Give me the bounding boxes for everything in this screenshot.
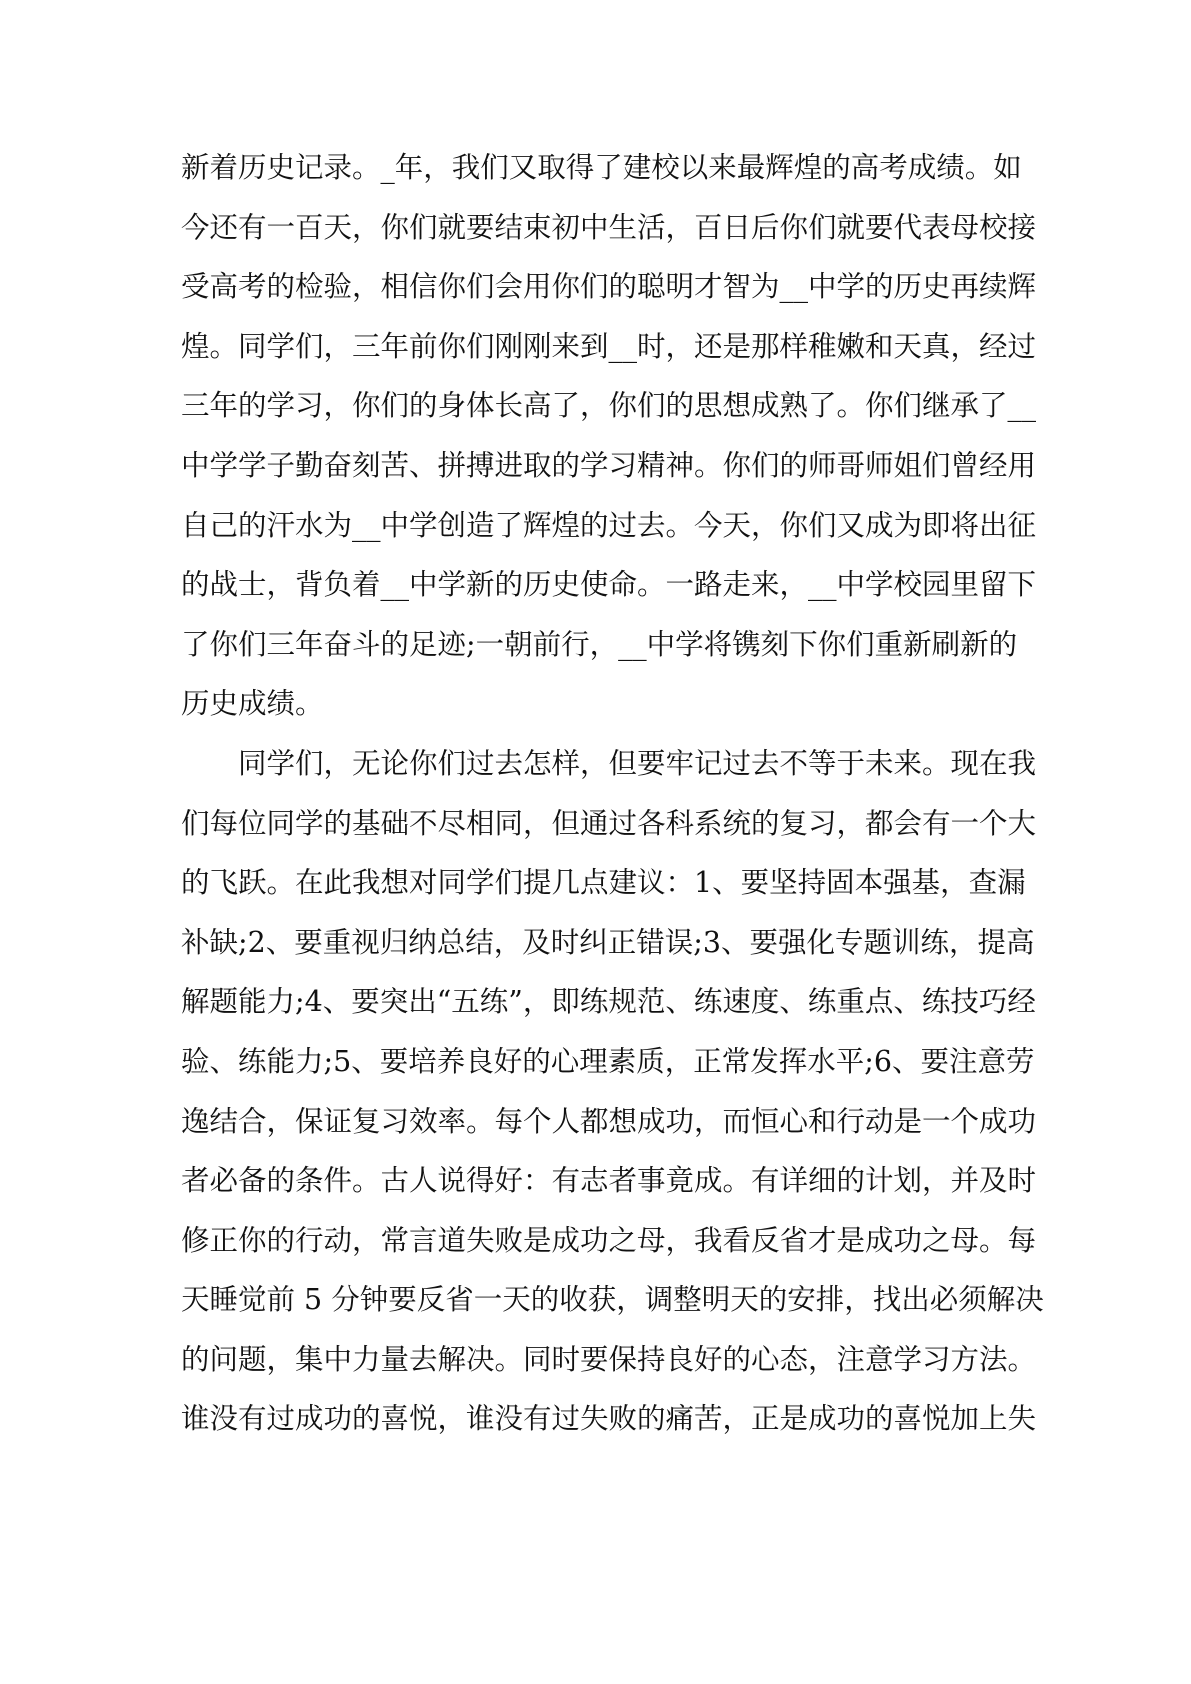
paragraph-2-line-10: 天睡觉前 5 分钟要反省一天的收获，调整明天的安排，找出必须解决: [181, 1283, 1044, 1317]
paragraph-2-line-4: 补缺;2、要重视归纳总结，及时纠正错误;3、要强化专题训练，提高: [181, 925, 1035, 959]
paragraph-1-line-3: 受高考的检验，相信你们会用你们的聪明才智为__中学的历史再续辉: [181, 270, 1037, 304]
paragraph-2-line-2: 们每位同学的基础不尽相同，但通过各科系统的复习，都会有一个大: [181, 806, 1037, 840]
paragraph-1-line-8: 的战士，背负着__中学新的历史使命。一路走来，__中学校园里留下: [181, 568, 1037, 602]
paragraph-1-line-7: 自己的汗水为__中学创造了辉煌的过去。今天，你们又成为即将出征: [181, 508, 1037, 542]
paragraph-1-line-1: 新着历史记录。_年，我们又取得了建校以来最辉煌的高考成绩。如: [181, 151, 1022, 184]
paragraph-2-line-6: 验、练能力;5、要培养良好的心理素质，正常发挥水平;6、要注意劳: [181, 1044, 1035, 1078]
paragraph-2-line-8: 者必备的条件。古人说得好：有志者事竟成。有详细的计划，并及时: [181, 1164, 1037, 1198]
document-body: [181, 138, 1044, 1449]
paragraph-1-line-6: 中学学子勤奋刻苦、拼搏进取的学习精神。你们的师哥师姐们曾经用: [181, 448, 1037, 482]
paragraph-2-line-12: 谁没有过成功的喜悦，谁没有过失败的痛苦，正是成功的喜悦加上失: [181, 1402, 1037, 1436]
paragraph-1-line-9: 了你们三年奋斗的足迹;一朝前行，__中学将镌刻下你们重新刷新的: [181, 627, 1018, 661]
paragraph-1-line-2: 今还有一百天，你们就要结束初中生活，百日后你们就要代表母校接: [181, 210, 1037, 244]
paragraph-1-line-4: 煌。同学们，三年前你们刚刚来到__时，还是那样稚嫩和天真，经过: [181, 329, 1037, 363]
paragraph-2-line-1: 同学们，无论你们过去怎样，但要牢记过去不等于未来。现在我: [238, 746, 1037, 780]
paragraph-2-line-9: 修正你的行动，常言道失败是成功之母，我看反省才是成功之母。每: [181, 1223, 1037, 1257]
paragraph-2-line-3: 的飞跃。在此我想对同学们提几点建议：1、要坚持固本强基，查漏: [181, 866, 1026, 900]
paragraph-2-line-5: 解题能力;4、要突出“五练”，即练规范、练速度、练重点、练技巧经: [181, 985, 1036, 1019]
paragraph-1-line-5: 三年的学习，你们的身体长高了，你们的思想成熟了。你们继承了__: [181, 389, 1037, 423]
paragraph-2-line-11: 的问题，集中力量去解决。同时要保持良好的心态，注意学习方法。: [181, 1342, 1037, 1376]
paragraph-2-line-7: 逸结合，保证复习效率。每个人都想成功，而恒心和行动是一个成功: [181, 1104, 1037, 1138]
paragraph-1-line-10: 历史成绩。: [181, 687, 324, 721]
